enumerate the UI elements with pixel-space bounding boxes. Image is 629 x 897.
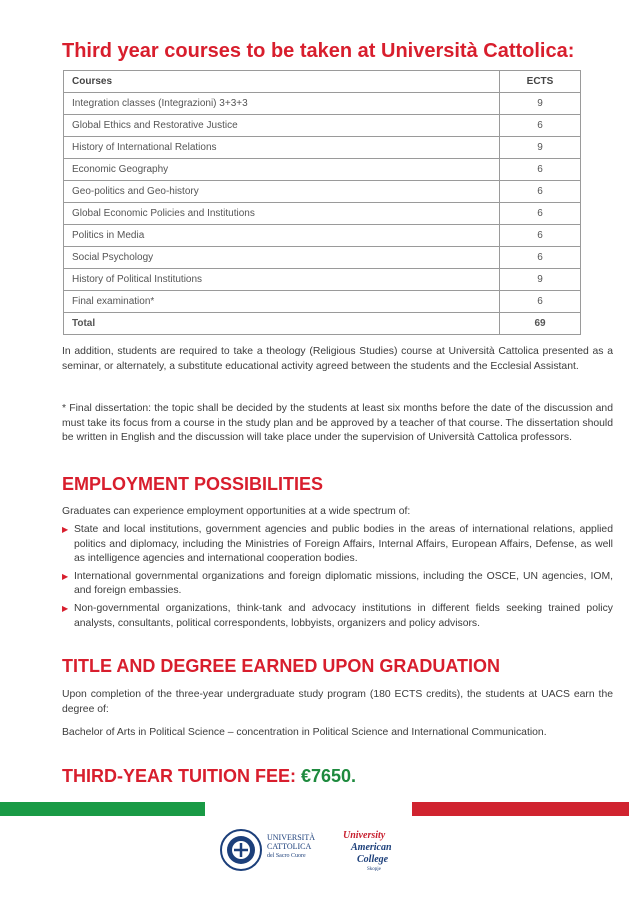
bullet-triangle-icon: ▶ <box>62 525 69 534</box>
employment-heading: EMPLOYMENT POSSIBILITIES <box>62 474 324 494</box>
degree-title-paragraph: Bachelor of Arts in Political Science – concentration in Political Science and International Communication. <box>62 727 547 738</box>
list-item-text: International governmental organizations and foreign diplomatic missions, including the OSCE, UN agencies, IOM, and foreign embassies. <box>74 570 613 597</box>
course-ects: 6 <box>500 203 581 225</box>
courses-title: Third year courses to be taken at Università Cattolica: <box>62 40 575 62</box>
course-ects: 6 <box>500 291 581 313</box>
table-row <box>64 291 581 313</box>
course-name: Final examination* <box>64 291 500 313</box>
partner-logos <box>215 826 415 886</box>
course-ects: 6 <box>500 181 581 203</box>
total-row <box>64 313 581 335</box>
tuition-fee <box>62 766 356 787</box>
courses-table <box>63 70 581 335</box>
bullet-triangle-icon: ▶ <box>62 571 69 581</box>
degree-heading: TITLE AND DEGREE EARNED UPON GRADUATION <box>62 656 501 676</box>
uacs-name-line1: University <box>343 830 386 841</box>
course-name: Geo-politics and Geo-history <box>64 181 500 203</box>
tuition-amount: €7650. <box>301 766 357 786</box>
uacs-name-line3: College <box>357 854 389 865</box>
course-name: Global Ethics and Restorative Justice <box>64 115 500 137</box>
employment-list <box>62 523 613 634</box>
table-row <box>64 137 581 159</box>
employment-intro: Graduates can experience employment opportunities at a wide spectrum of: <box>62 506 411 517</box>
table-row <box>64 181 581 203</box>
total-ects: 69 <box>500 313 581 335</box>
list-item-text: State and local institutions, government agencies and public bodies in the areas of international relations, applied politics and diplomacy, including the Ministries of Foreign Affairs, Internal Affairs, European Affairs, Defense, as well as intelligence agencies and international cooperation bodies. <box>74 524 613 565</box>
course-ects: 6 <box>500 247 581 269</box>
uacs-name-line2: American <box>351 842 392 853</box>
course-ects: 9 <box>500 137 581 159</box>
bullet-triangle-icon: ▶ <box>62 603 69 613</box>
dissertation-paragraph: * Final dissertation: the topic shall be decided by the students at least six months before the date of the discussion and must take its focus from a course in the study plan and be approved by a teacher of that course. The dissertation should be written in English and the discussion will take place under the supervision of Università Cattolica professors. <box>62 403 613 444</box>
green-stripe <box>0 802 205 816</box>
course-name: Economic Geography <box>64 159 500 181</box>
theology-paragraph: In addition, students are required to take a theology (Religious Studies) course at Università Cattolica presented as a seminar, or alternately, a substitute educational activity agreed between the students and the Ecclesial Assistant. <box>62 346 613 372</box>
list-item-text: Non-governmental organizations, think-tank and advocacy institutions in different fields seeking trained policy analysts, consultants, political correspondents, lobbyists, organizers and policy advisors. <box>74 602 613 629</box>
red-stripe <box>412 802 629 816</box>
course-ects: 9 <box>500 269 581 291</box>
degree-paragraph: Upon completion of the three-year undergraduate study program (180 ECTS credits), the students at UACS earn the degree of: <box>62 689 613 715</box>
table-row <box>64 93 581 115</box>
courses-column-header: Courses <box>64 71 500 93</box>
course-ects: 6 <box>500 115 581 137</box>
course-name: Global Economic Policies and Institutions <box>64 203 500 225</box>
course-name: Politics in Media <box>64 225 500 247</box>
course-ects: 6 <box>500 159 581 181</box>
total-label: Total <box>64 313 500 335</box>
list-item <box>62 602 613 631</box>
table-row <box>64 247 581 269</box>
course-ects: 9 <box>500 93 581 115</box>
uacs-name-line4: Skopje <box>367 867 381 872</box>
cattolica-name-line1: UNIVERSITÀ <box>267 833 315 842</box>
tuition-label: THIRD-YEAR TUITION FEE: <box>62 766 301 786</box>
ects-column-header: ECTS <box>500 71 581 93</box>
course-name: Social Psychology <box>64 247 500 269</box>
cattolica-name-line2: CATTOLICA <box>267 842 312 851</box>
cattolica-seal-icon <box>221 830 261 870</box>
course-name: Integration classes (Integrazioni) 3+3+3 <box>64 93 500 115</box>
list-item <box>62 570 613 599</box>
table-header-row <box>64 71 581 93</box>
course-ects: 6 <box>500 225 581 247</box>
table-row <box>64 115 581 137</box>
table-row <box>64 225 581 247</box>
table-row <box>64 203 581 225</box>
list-item <box>62 523 613 567</box>
course-name: History of Political Institutions <box>64 269 500 291</box>
table-row <box>64 159 581 181</box>
cattolica-name-line3: del Sacro Cuore <box>267 853 306 859</box>
table-row <box>64 269 581 291</box>
course-name: History of International Relations <box>64 137 500 159</box>
